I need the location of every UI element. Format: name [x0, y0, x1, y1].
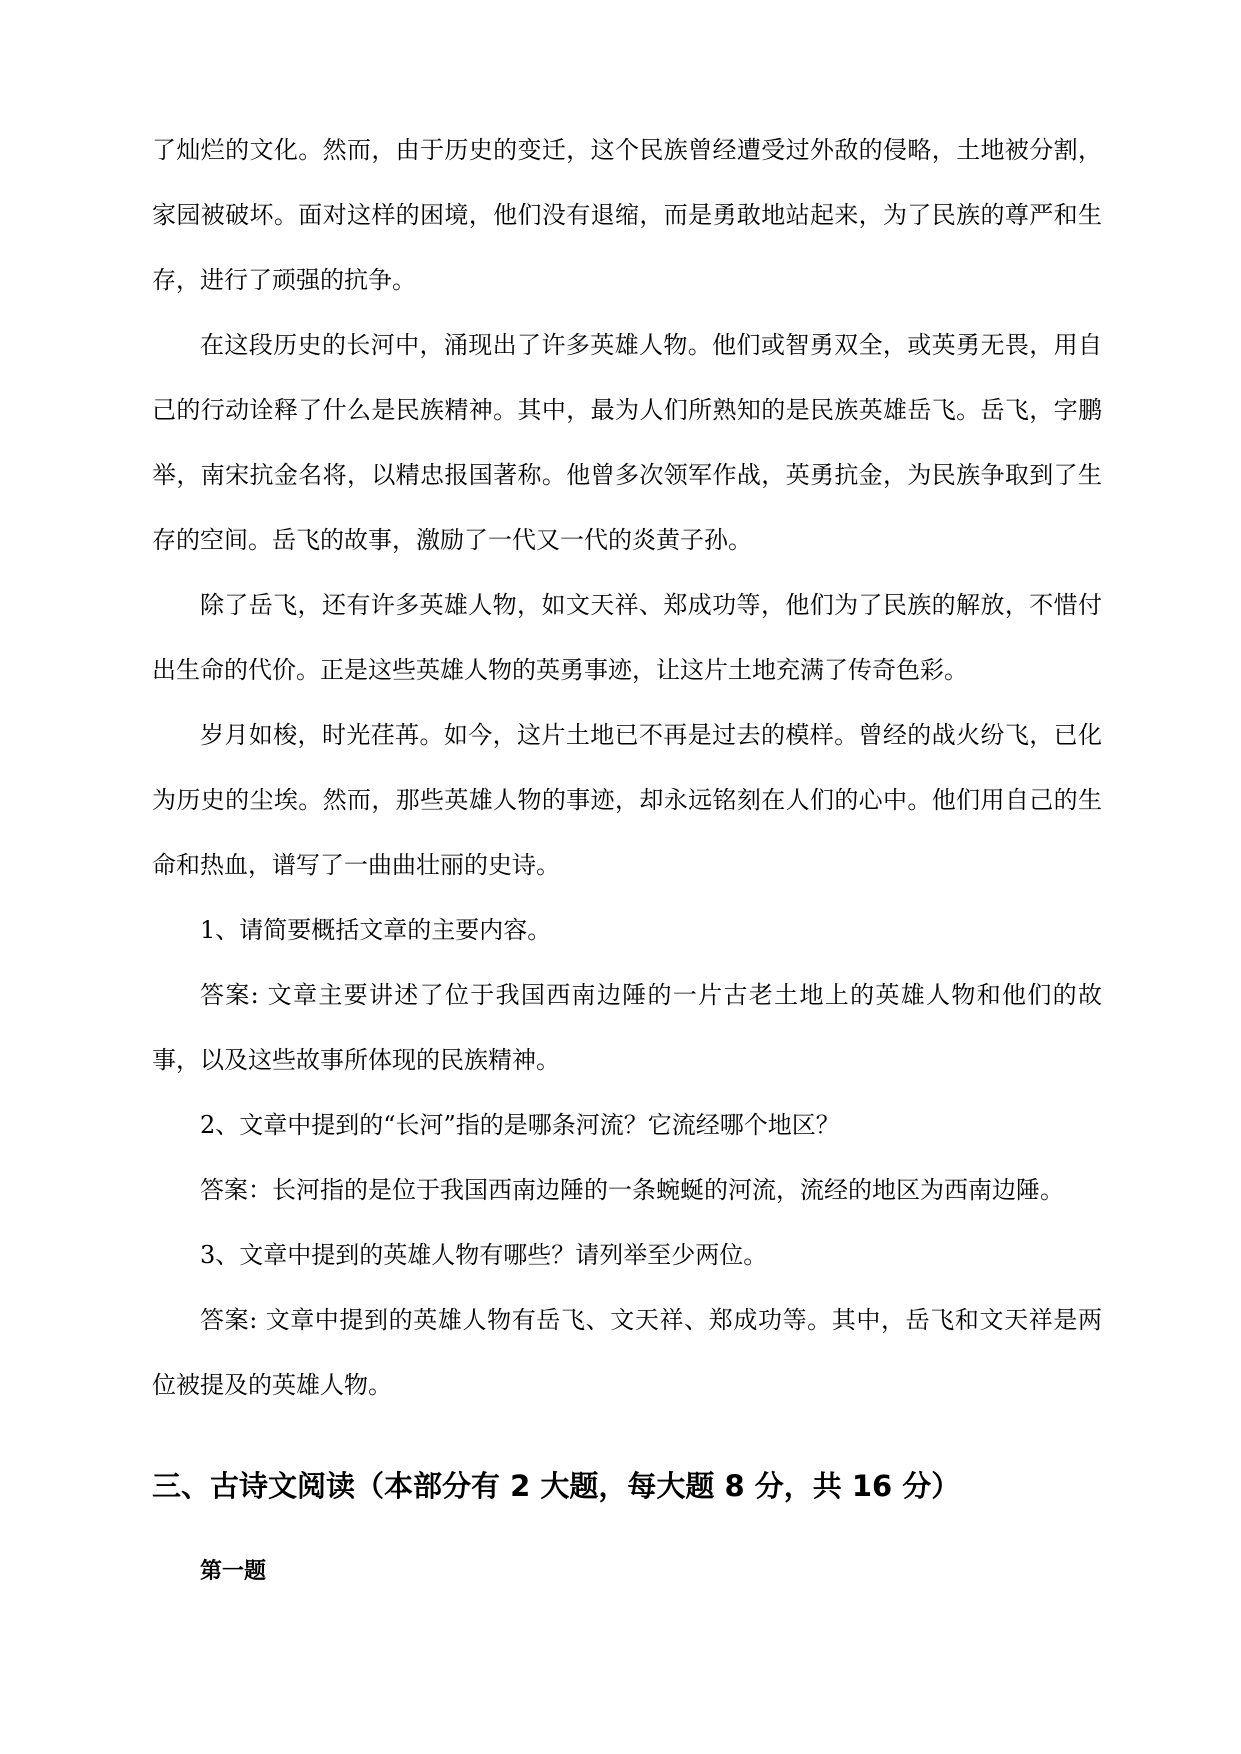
paragraph-time: 岁月如梭，时光荏苒。如今，这片土地已不再是过去的模样。曾经的战火纷飞，已化为历史的尘埃。然而，那些英雄人物的事迹，却永远铭刻在人们的心中。他们用自己的生命和热血，谱写了一曲曲壮丽的史诗。 — [152, 721, 1102, 879]
paragraph-heroes: 在这段历史的长河中，涌现出了许多英雄人物。他们或智勇双全，或英勇无畏，用自己的行动诠释了什么是民族精神。其中，最为人们所熟知的是民族英雄岳飞。岳飞，字鹏举，南宋抗金名将，以精忠报国著称。他曾多次领军作战，英勇抗金，为民族争取到了生存的空间。岳飞的故事，激励了一代又一代的炎黄子孙。 — [152, 331, 1102, 554]
answer-3: 答案: 文章中提到的英雄人物有岳飞、文天祥、郑成功等。其中，岳飞和文天祥是两位被提及的英雄人物。 — [152, 1306, 1102, 1399]
question-2: 2、文章中提到的“长河”指的是哪条河流？它流经哪个地区？ — [200, 1111, 840, 1139]
question-3: 3、文章中提到的英雄人物有哪些？请列举至少两位。 — [200, 1241, 768, 1269]
paragraph-continuation: 了灿烂的文化。然而，由于历史的变迁，这个民族曾经遭受过外敌的侵略，土地被分割，家园被破坏。面对这样的困境，他们没有退缩，而是勇敢地站起来，为了民族的尊严和生存，进行了顽强的抗争。 — [152, 136, 1102, 294]
answer-1: 答案: 文章主要讲述了位于我国西南边陲的一片古老土地上的英雄人物和他们的故事，以及这些故事所体现的民族精神。 — [152, 981, 1102, 1074]
section-subtitle: 第一题 — [200, 1559, 267, 1584]
answer-2: 答案：长河指的是位于我国西南边陲的一条蜿蜒的河流，流经的地区为西南边陲。 — [200, 1176, 1064, 1204]
section-title: 三、古诗文阅读（本部分有 2 大题，每大题 8 分，共 16 分） — [152, 1469, 961, 1503]
paragraph-other-heroes: 除了岳飞，还有许多英雄人物，如文天祥、郑成功等，他们为了民族的解放，不惜付出生命的代价。正是这些英雄人物的英勇事迹，让这片土地充满了传奇色彩。 — [152, 591, 1102, 684]
document-page — [152, 118, 1102, 1588]
question-1: 1、请简要概括文章的主要内容。 — [200, 916, 552, 944]
